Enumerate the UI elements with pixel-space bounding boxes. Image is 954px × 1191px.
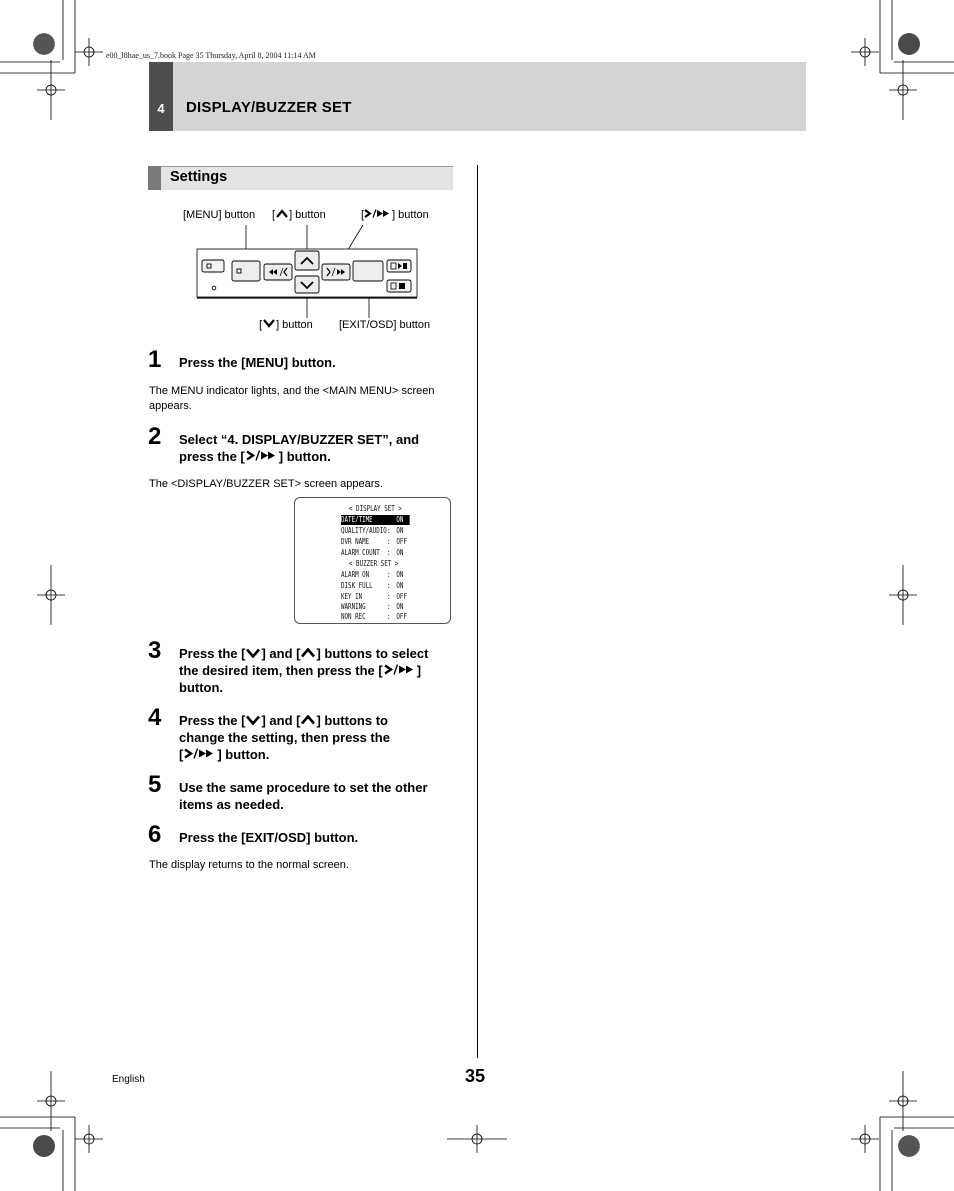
section-header-bar	[148, 166, 161, 190]
step-3-seg: the desired item, then press the [	[179, 663, 383, 678]
step-3-seg: ] and [	[261, 646, 301, 661]
step-4-line	[179, 712, 459, 729]
up-label-post: ] button	[289, 209, 326, 221]
step-2-note: The <DISPLAY/BUZZER SET> screen appears.	[149, 478, 383, 490]
forward-fastforward-icon	[383, 664, 417, 675]
down-button-label	[259, 319, 313, 331]
step-2-text	[179, 431, 459, 465]
step-2-line	[179, 448, 459, 465]
page-number: 35	[465, 1066, 486, 1086]
up-arrow-icon	[275, 209, 289, 218]
down-label-post: ] button	[276, 319, 313, 331]
osd-row	[341, 548, 404, 558]
forward-fastforward-icon	[245, 450, 279, 461]
step-1-note-line: appears.	[149, 400, 192, 412]
chapter-number-box	[149, 62, 173, 131]
chapter-title: DISPLAY/BUZZER SET	[186, 99, 352, 116]
step-6-note: The display returns to the normal screen.	[149, 859, 349, 871]
osd-row-sep	[387, 515, 391, 525]
step-4-seg: ] button.	[217, 747, 270, 762]
osd-display-header: < DISPLAY SET >	[349, 504, 402, 513]
osd-row-label: DISK FULL	[341, 581, 373, 590]
step-5-line: Use the same procedure to set the other	[179, 780, 428, 795]
osd-row-value: OFF	[396, 612, 407, 621]
step-4-seg: ] and [	[261, 713, 301, 728]
step-2-line: Select “4. DISPLAY/BUZZER SET”, and	[179, 432, 420, 447]
osd-row-value: ON	[396, 526, 404, 535]
step-3-seg: Press the [	[179, 646, 246, 661]
down-arrow-icon	[245, 648, 261, 658]
chapter-number: 4	[157, 101, 165, 116]
up-arrow-icon	[300, 715, 316, 725]
down-label-pre: [	[259, 319, 263, 331]
osd-row-value: ON	[396, 581, 404, 590]
up-label-pre: [	[272, 209, 276, 221]
osd-row-sep: :	[387, 537, 391, 546]
osd-row	[341, 592, 407, 602]
osd-row	[341, 537, 407, 547]
osd-row-value: ON	[396, 602, 404, 611]
step-3-seg: ] buttons to select	[316, 646, 429, 661]
osd-row-sep: :	[387, 548, 391, 557]
down-arrow-icon	[262, 319, 276, 328]
osd-row-label: DVR NAME	[341, 537, 370, 546]
step-3-line	[179, 662, 459, 679]
up-arrow-icon	[300, 648, 316, 658]
osd-row-label: ALARM ON	[341, 570, 370, 579]
osd-row	[341, 526, 404, 536]
section-title: Settings	[170, 169, 228, 185]
column-divider	[477, 165, 478, 1058]
osd-row-sep: :	[387, 570, 391, 579]
osd-row	[341, 570, 404, 580]
forward-label-pre: [	[361, 209, 365, 221]
osd-row-sep: :	[387, 612, 391, 621]
osd-row-value: ON	[396, 570, 404, 579]
osd-row-label: ALARM COUNT	[341, 548, 380, 557]
print-file-info: e00_l8hae_us_7.book Page 35 Thursday, April 8, 2004 11:14 AM	[106, 51, 316, 60]
osd-row-label: DATE/TIME	[341, 515, 373, 524]
osd-row-value: ON	[396, 515, 404, 524]
osd-row-label: NON REC	[341, 612, 366, 621]
down-arrow-icon	[245, 715, 261, 725]
step-6-text: Press the [EXIT/OSD] button.	[179, 830, 359, 845]
step-5-line: items as needed.	[179, 797, 284, 812]
step-3-line: button.	[179, 680, 224, 695]
osd-row-sep: :	[387, 592, 391, 601]
exit-osd-button-label: [EXIT/OSD] button	[339, 319, 431, 331]
step-2-seg: press the [	[179, 449, 245, 464]
menu-button-label: [MENU] button	[183, 209, 256, 221]
step-4-seg: [	[179, 747, 184, 762]
step-4-line	[179, 746, 459, 763]
osd-buzzer-header: < BUZZER SET >	[349, 559, 399, 568]
step-4-line: change the setting, then press the	[179, 730, 390, 745]
osd-row	[341, 581, 404, 591]
osd-row-sep: :	[387, 602, 391, 611]
step-1-note	[149, 384, 459, 414]
forward-button-label	[361, 209, 429, 221]
chapter-header-band	[149, 62, 806, 131]
osd-row-value: ON	[396, 548, 404, 557]
step-1-text: Press the [MENU] button.	[179, 355, 336, 370]
osd-row-value: OFF	[396, 537, 407, 546]
step-3-seg: ]	[416, 663, 422, 678]
forward-fastforward-icon	[183, 748, 217, 759]
forward-label-post: ] button	[392, 209, 429, 221]
step-4-seg: Press the [	[179, 713, 246, 728]
front-panel-diagram	[195, 222, 425, 322]
step-4-number: 4	[148, 704, 162, 731]
osd-row	[341, 612, 407, 622]
osd-row-label: WARNING	[341, 602, 366, 611]
step-5-text	[179, 779, 459, 813]
up-button-label	[272, 209, 326, 221]
step-2-number: 2	[148, 423, 162, 450]
osd-row-highlighted	[341, 515, 410, 525]
step-4-text	[179, 712, 459, 763]
osd-row-label: QUALITY/AUDIO	[341, 526, 387, 535]
step-3-text	[179, 645, 459, 696]
step-2-seg: ] button.	[278, 449, 331, 464]
osd-row-sep: :	[387, 526, 391, 535]
step-3-number: 3	[148, 637, 162, 664]
step-6-number: 6	[148, 821, 162, 848]
step-3-line	[179, 645, 459, 662]
osd-row-sep: :	[387, 581, 391, 590]
step-5-number: 5	[148, 771, 162, 798]
footer-language: English	[112, 1074, 145, 1085]
step-4-seg: ] buttons to	[316, 713, 388, 728]
step-1-number: 1	[148, 346, 162, 373]
osd-row-label: KEY IN	[341, 592, 363, 601]
osd-row	[341, 602, 404, 612]
osd-row-value: OFF	[396, 592, 407, 601]
forward-fastforward-icon	[364, 209, 392, 218]
step-1-note-line: The MENU indicator lights, and the <MAIN MENU> screen	[149, 385, 435, 397]
osd-screen	[294, 497, 451, 624]
